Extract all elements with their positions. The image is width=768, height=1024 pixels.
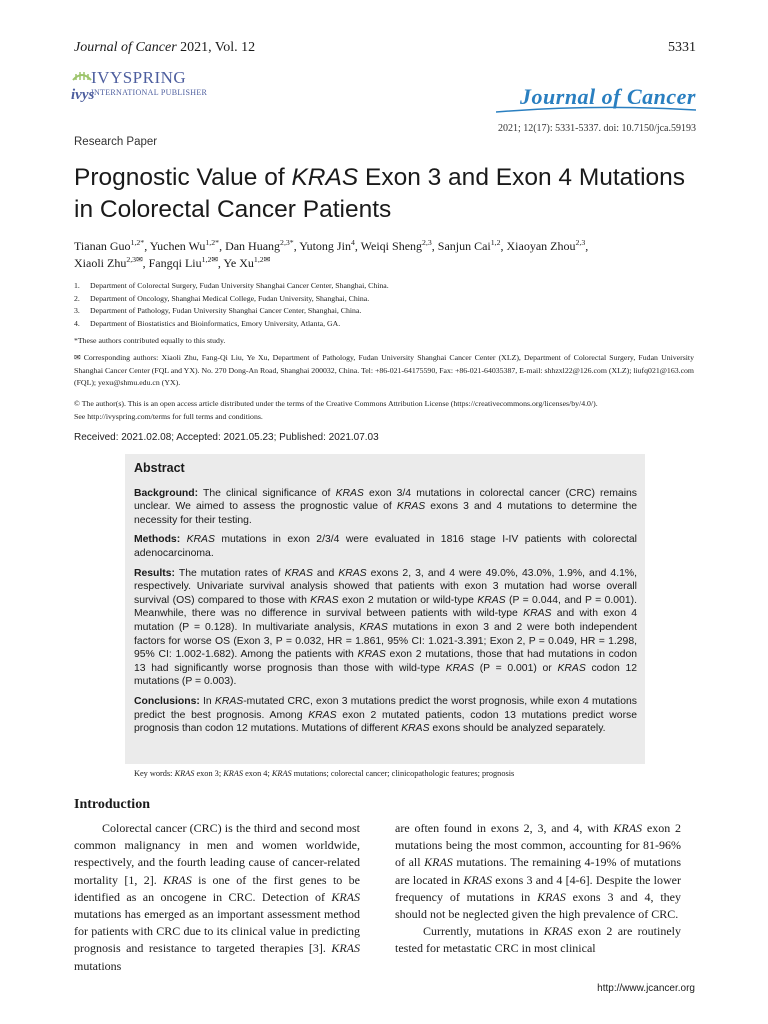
affiliation-number: 1. <box>74 281 80 290</box>
publisher-name: IVYSPRING <box>91 68 187 87</box>
body-column-left <box>74 820 360 975</box>
affiliation-number: 3. <box>74 306 80 315</box>
affiliation-text: Department of Oncology, Shanghai Medical College, Fudan University, Shanghai, China. <box>90 293 370 303</box>
header-year-volume: 2021, Vol. 12 <box>176 40 256 55</box>
author-name: Weiqi Sheng <box>360 239 423 253</box>
author-affiliation-marker: 2,3* <box>280 238 294 247</box>
author-affiliation-marker: 1,2 <box>490 238 501 247</box>
article-title <box>74 162 704 226</box>
title-gene: KRAS <box>291 164 359 191</box>
keywords: Key words: KRAS exon 3; KRAS exon 4; KRAS mutations; colorectal cancer; clinicopathologic features; prognosis <box>134 769 515 778</box>
footer-journal-url[interactable]: http://www.jcancer.org <box>597 983 695 994</box>
abstract-paragraph: Background: The clinical significance of KRAS exon 3/4 mutations in colorectal cancer (CRC) remains unclear. We aimed to assess the prognostic value of KRAS exons 3 and 4 mutations to determine the necessity for their testing. <box>134 487 637 526</box>
author-affiliation-marker: 1,2✉ <box>201 255 218 264</box>
equal-contribution-note: *These authors contributed equally to this study. <box>74 336 226 345</box>
affiliation-text: Department of Biostatistics and Bioinformatics, Emory University, Atlanta, GA. <box>90 318 341 328</box>
header-journal-name: Journal of Cancer <box>74 40 177 55</box>
title-part2: Exon 3 and Exon 4 Mutations <box>358 164 686 191</box>
affiliation-number: 2. <box>74 293 80 303</box>
author-affiliation-marker: 4 <box>350 238 355 247</box>
body-column-right <box>395 820 681 958</box>
brand-swoosh-icon <box>496 106 696 114</box>
corresponding-authors: ✉ Corresponding authors: Xiaoli Zhu, Fang-Qi Liu, Ye Xu, Department of Pathology, Fudan University Shanghai Cancer Center (XLZ), Department of Colorectal Surgery, Fudan University Shanghai Cancer Center (FQL and YX). No. 270 Dong-An Road, Shanghai 200032, China. Tel: +86-021-64175590, Fax: +86-021-64035387, E-mail: shhzxl22@126.com (XLZ); liufq021@163.com (FQL); yexu@shmu.edu.cn (YX). <box>74 353 694 387</box>
author-list: Tianan Guo$^{1,2*}$, Yuchen $Wu^{1,2*}$, Dan Huang$^{2,3*}$, Yutong Jin$^4$, Weiqi Sheng$^{2,3}$, Sanjun Cai$^{1,2}$, Xiaoyan Zhou$^{2,3}$, Xiaoli Zhu$^{2,3✉}$, Fangqi Liu$^{1,2✉}$, Ye $Xu^{1,2✉}$ <box>74 238 589 270</box>
abstract-paragraph: Methods: KRAS mutations in exon 2/3/4 were evaluated in 1816 stage I-IV patients with colorectal adenocarcinoma. <box>134 534 637 559</box>
license-line1: © The author(s). This is an open access article distributed under the terms of the Creative Commons Attribution License (https://creativecommons.org/licenses/by/4.0/). <box>74 399 598 408</box>
abstract-label: Conclusions: <box>134 695 200 707</box>
affiliation-item <box>74 293 694 306</box>
affiliation-text: Department of Colorectal Surgery, Fudan University Shanghai Cancer Center, Shanghai, China. <box>90 281 389 290</box>
author-name: Yutong Jin <box>299 239 351 253</box>
abstract-paragraph: Results: The mutation rates of KRAS and KRAS exons 2, 3, and 4 were 49.0%, 43.0%, 1.9%, and 4.1%, respectively. Univariate survival analysis showed that patients with exon 3 mutation had worse overall survival (OS) compared to those with KRAS exon 2 mutation or wild-type KRAS (P = 0.044, and P = 0.001). Meanwhile, there was no difference in survival between patients with wild-type KRAS and with exon 4 mutation (P = 0.128). In multivariate analysis, KRAS mutations in exon 3 and 2 were both independent factors for worse OS (Exon 3, P = 0.032, HR = 1.861, 95% CI: 1.021-3.391; Exon 2, P = 0.049, HR = 1.298, 95% CI: 1.002-1.682). Among the patients with KRAS exon 2 mutations, those that had mutations in codon 13 had significantly worse prognosis than those with wild-type KRAS (P = 0.001) or KRAS codon 12 mutations (P = 0.003). <box>134 567 637 688</box>
abstract-heading: Abstract <box>134 461 185 475</box>
author-name: Xiaoli Zhu <box>74 256 127 270</box>
author-affiliation-marker: 1,2* <box>205 238 220 247</box>
intro-paragraph-2: Currently, mutations in KRAS exon 2 are routinely tested for metastatic CRC in most clinical <box>395 924 681 956</box>
affiliation-number: 4. <box>74 318 80 328</box>
author-name: Ye Xu <box>223 256 254 270</box>
journal-brand-logo: Journal of Cancer <box>520 84 696 109</box>
title-part1: Prognostic Value of <box>74 164 292 191</box>
publication-dates: Received: 2021.02.08; Accepted: 2021.05.23; Published: 2021.07.03 <box>74 432 379 443</box>
author-name: Dan Huang <box>225 239 281 253</box>
running-header <box>74 40 696 56</box>
license-line2: See http://ivyspring.com/terms for full terms and conditions. <box>74 411 263 421</box>
author-name: Fangqi Liu <box>148 256 202 270</box>
author-affiliation-marker: 2,3 <box>422 238 432 247</box>
citation-doi: 2021; 12(17): 5331-5337. doi: 10.7150/jca.59193 <box>497 123 696 134</box>
title-line2: in Colorectal Cancer Patients <box>74 196 392 223</box>
page-number: 5331 <box>668 40 696 55</box>
abstract-label: Results: <box>134 567 175 579</box>
section-heading-introduction: Introduction <box>74 797 150 812</box>
abstract <box>134 462 637 742</box>
publisher-subtitle: INTERNATIONAL PUBLISHER <box>91 88 208 97</box>
author-name: Tianan Guo <box>74 239 131 253</box>
abstract-paragraph: Conclusions: In KRAS-mutated CRC, exon 3 mutations predict the worst prognosis, while exon 4 mutations predict the best prognosis. Among KRAS exon 2 mutated patients, codon 13 mutations predict worse prognosis than codon 12 mutations. Mutations of different KRAS exons should be analyzed separately. <box>134 695 637 735</box>
article-type: Research Paper <box>74 136 158 148</box>
author-affiliation-marker: 2,3✉ <box>126 255 143 264</box>
affiliation-item <box>74 305 694 318</box>
affiliation-item <box>74 318 694 331</box>
logo-letters: ivys <box>71 87 95 103</box>
intro-paragraph-1-cont: are often found in exons 2, 3, and 4, with KRAS exon 2 mutations being the most common, accounting for 81-96% of all KRAS mutations. The remaining 4-19% of mutations are located in KRAS exons 3 and 4 [4-6]. Despite the lower frequency of mutations in KRAS exons 3 and 4, they should not be neglected given the high prevalence of CRC. <box>395 821 682 922</box>
affiliation-item <box>74 280 694 293</box>
author-name: Yuchen Wu <box>149 239 206 253</box>
author-affiliation-marker: 1,2* <box>130 238 145 247</box>
affiliation-list <box>74 280 694 330</box>
abstract-label: Methods: <box>134 534 181 546</box>
author-name: Xiaoyan Zhou <box>506 239 576 253</box>
author-affiliation-marker: 2,3 <box>575 238 586 247</box>
affiliation-text: Department of Pathology, Fudan University Shanghai Cancer Center, Shanghai, China. <box>90 306 362 315</box>
abstract-paragraphs <box>134 487 637 736</box>
abstract-label: Background: <box>134 487 199 499</box>
author-affiliation-marker: 1,2✉ <box>253 255 271 264</box>
author-name: Sanjun Cai <box>437 239 491 253</box>
intro-paragraph-1: Colorectal cancer (CRC) is the third and second most common malignancy in men and women worldwide, respectively, and the fourth leading cause of cancer-related mortality [1, 2]. KRAS is one of the first genes to be identified as an oncogene in CRC. Detection of KRAS mutations has emerged as an important assessment method for patients with CRC due to its clinical value in predicting prognosis and resistance to targeted therapies [3]. KRAS mutations <box>74 821 360 973</box>
license-notice <box>74 398 694 423</box>
